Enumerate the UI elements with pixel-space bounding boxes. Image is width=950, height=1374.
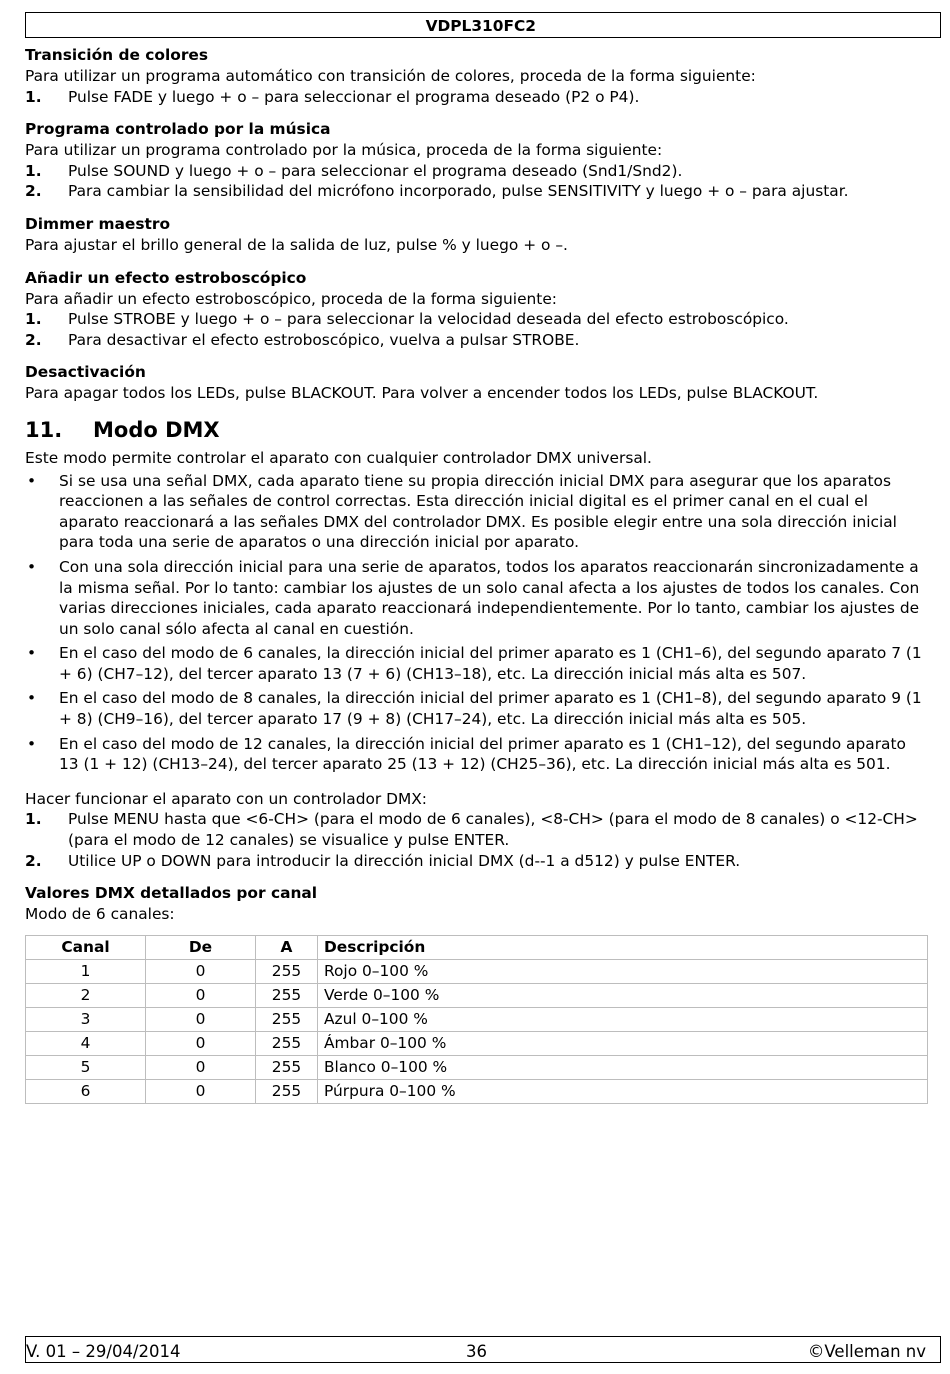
- table-row: [26, 1031, 928, 1055]
- step-number: 1.: [25, 810, 42, 829]
- model-title: VDPL310FC2: [425, 17, 536, 35]
- cell-de: 0: [146, 1055, 256, 1079]
- cell-a: 255: [256, 1055, 318, 1079]
- cell-a: 255: [256, 983, 318, 1007]
- bullet-text: En el caso del modo de 12 canales, la dirección inicial del primer aparato es 1 (CH1–12), del segundo aparato 13 (1 + 12) (CH13–24), del tercer aparato 25 (13 + 12) (CH25–36), etc. La dirección inicial más alta es 501.: [59, 734, 906, 774]
- step-number: 1.: [25, 161, 42, 180]
- step-item: [25, 181, 930, 202]
- cell-canal: 2: [26, 983, 146, 1007]
- steps-list: [25, 161, 930, 202]
- chapter-intro: Este modo permite controlar el aparato con cualquier controlador DMX universal.: [25, 448, 652, 467]
- bullet-symbol: •: [27, 734, 37, 753]
- cell-descripcion: Blanco 0–100 %: [318, 1055, 928, 1079]
- section-dmx-values: [25, 883, 930, 1104]
- bullet-item: [25, 688, 930, 729]
- steps-list: [25, 809, 930, 871]
- page-footer: [25, 1336, 941, 1363]
- bullet-symbol: •: [27, 557, 37, 576]
- page-content: [25, 45, 930, 1104]
- mode-label: Modo de 6 canales:: [25, 905, 175, 924]
- cell-de: 0: [146, 1007, 256, 1031]
- cell-a: 255: [256, 1031, 318, 1055]
- section-title: Desactivación: [25, 363, 146, 382]
- step-number: 2.: [25, 851, 42, 870]
- section-intro: Para utilizar un programa automático con transición de colores, proceda de la forma siguiente:: [25, 67, 756, 85]
- page-number: 36: [466, 1342, 487, 1361]
- step-number: 2.: [25, 182, 42, 201]
- step-item: [25, 309, 930, 330]
- step-text: Pulse FADE y luego + o – para seleccionar el programa deseado (P2 o P4).: [68, 87, 640, 106]
- table-row: [26, 1007, 928, 1031]
- bullet-text: Con una sola dirección inicial para una serie de aparatos, todos los aparatos reaccionarán sincronizadamente a la misma señal. Por lo tanto: cambiar los ajustes de un solo canal afecta a los ajustes de todos los canales. Con varias direcciones iniciales, cada aparato reaccionará independientemente. Por lo tanto, cambiar los ajustes de un solo canal sólo afecta al canal en cuestión.: [59, 557, 920, 638]
- step-text: Para desactivar el efecto estroboscópico, vuelva a pulsar STROBE.: [68, 330, 580, 349]
- section-operate: [25, 789, 930, 871]
- table-row: [26, 983, 928, 1007]
- section-dimmer: [25, 214, 930, 256]
- step-number: 1.: [25, 310, 42, 329]
- step-text: Pulse SOUND y luego + o – para seleccionar el programa deseado (Snd1/Snd2).: [68, 161, 683, 180]
- section-text: Para apagar todos los LEDs, pulse BLACKOUT. Para volver a encender todos los LEDs, pulse BLACKOUT.: [25, 384, 819, 403]
- table-row: [26, 959, 928, 983]
- step-text: Pulse MENU hasta que <6-CH> (para el modo de 6 canales), <8-CH> (para el modo de 8 canales) o <12-CH> (para el modo de 12 canales) se visualice y pulse ENTER.: [68, 810, 918, 850]
- section-title: Dimmer maestro: [25, 214, 171, 233]
- step-text: Utilice UP o DOWN para introducir la dirección inicial DMX (d--1 a d512) y pulse ENTER.: [68, 851, 741, 870]
- cell-descripcion: Verde 0–100 %: [318, 983, 928, 1007]
- step-item: [25, 809, 930, 850]
- bullet-symbol: •: [27, 689, 37, 708]
- copyright: ©Velleman nv: [807, 1342, 926, 1361]
- cell-descripcion: Rojo 0–100 %: [318, 959, 928, 983]
- column-header-canal: Canal: [26, 935, 146, 959]
- bullet-text: En el caso del modo de 8 canales, la dirección inicial del primer aparato es 1 (CH1–8), del segundo aparato 9 (1 + 8) (CH9–16), del tercer aparato 17 (9 + 8) (CH17–24), etc. La dirección inicial más alta es 505.: [59, 689, 922, 729]
- bullet-text: Si se usa una señal DMX, cada aparato tiene su propia dirección inicial DMX para asegurar que los aparatos reaccionen a las señales de control correctas. Esta dirección inicial digital es el primer canal en el cual el aparato reaccionará a las señales DMX del controlador DMX. Es posible elegir entre una sola dirección inicial para toda una serie de aparatos o una dirección inicial por aparato.: [59, 471, 897, 552]
- section-sound: [25, 119, 930, 202]
- operate-intro: Hacer funcionar el aparato con un controlador DMX:: [25, 789, 427, 808]
- bullet-text: En el caso del modo de 6 canales, la dirección inicial del primer aparato es 1 (CH1–6), del segundo aparato 7 (1 + 6) (CH7–12), del tercer aparato 13 (7 + 6) (CH13–18), etc. La dirección inicial más alta es 507.: [59, 644, 922, 683]
- cell-a: 255: [256, 1079, 318, 1103]
- section-title: Programa controlado por la música: [25, 120, 331, 139]
- section-fade: [25, 45, 930, 107]
- step-text: Pulse STROBE y luego + o – para seleccionar la velocidad deseada del efecto estroboscópico.: [68, 310, 789, 329]
- chapter-number: 11.: [25, 417, 63, 442]
- version-date: V. 01 – 29/04/2014: [26, 1342, 181, 1361]
- column-header-a: A: [256, 935, 318, 959]
- table-header-row: [26, 935, 928, 959]
- column-header-descripcion: Descripción: [318, 935, 928, 959]
- step-item: [25, 87, 930, 108]
- bullet-symbol: •: [27, 644, 37, 663]
- bullet-symbol: •: [27, 471, 37, 490]
- page-header: [25, 12, 941, 38]
- cell-de: 0: [146, 959, 256, 983]
- cell-canal: 3: [26, 1007, 146, 1031]
- cell-descripcion: Púrpura 0–100 %: [318, 1079, 928, 1103]
- bullet-item: [25, 557, 930, 639]
- cell-canal: 4: [26, 1031, 146, 1055]
- dmx-table: [25, 935, 928, 1104]
- section-intro: Para utilizar un programa controlado por la música, proceda de la forma siguiente:: [25, 141, 663, 160]
- section-text: Para ajustar el brillo general de la salida de luz, pulse % y luego + o –.: [25, 235, 568, 254]
- step-item: [25, 851, 930, 872]
- cell-descripcion: Ámbar 0–100 %: [318, 1031, 928, 1055]
- cell-de: 0: [146, 983, 256, 1007]
- cell-de: 0: [146, 1031, 256, 1055]
- steps-list: [25, 87, 930, 108]
- cell-canal: 1: [26, 959, 146, 983]
- chapter-title: Modo DMX: [93, 417, 220, 442]
- bullet-item: [25, 643, 930, 684]
- cell-a: 255: [256, 959, 318, 983]
- section-blackout: [25, 362, 930, 404]
- section-intro: Para añadir un efecto estroboscópico, proceda de la forma siguiente:: [25, 289, 557, 308]
- steps-list: [25, 309, 930, 350]
- table-row: [26, 1079, 928, 1103]
- bullet-item: [25, 471, 930, 553]
- section-strobe: [25, 268, 930, 351]
- cell-canal: 6: [26, 1079, 146, 1103]
- step-number: 1.: [25, 87, 42, 106]
- chapter-heading: [25, 416, 930, 444]
- step-text: Para cambiar la sensibilidad del micrófono incorporado, pulse SENSITIVITY y luego + o – para ajustar.: [68, 182, 849, 201]
- cell-canal: 5: [26, 1055, 146, 1079]
- cell-a: 255: [256, 1007, 318, 1031]
- step-number: 2.: [25, 330, 42, 349]
- section-title: Valores DMX detallados por canal: [25, 884, 318, 903]
- cell-descripcion: Azul 0–100 %: [318, 1007, 928, 1031]
- bullet-list: [25, 471, 930, 775]
- cell-de: 0: [146, 1079, 256, 1103]
- section-title: Añadir un efecto estroboscópico: [25, 268, 307, 287]
- column-header-de: De: [146, 935, 256, 959]
- step-item: [25, 161, 930, 182]
- step-item: [25, 330, 930, 351]
- section-title: Transición de colores: [25, 46, 209, 64]
- bullet-item: [25, 734, 930, 775]
- table-row: [26, 1055, 928, 1079]
